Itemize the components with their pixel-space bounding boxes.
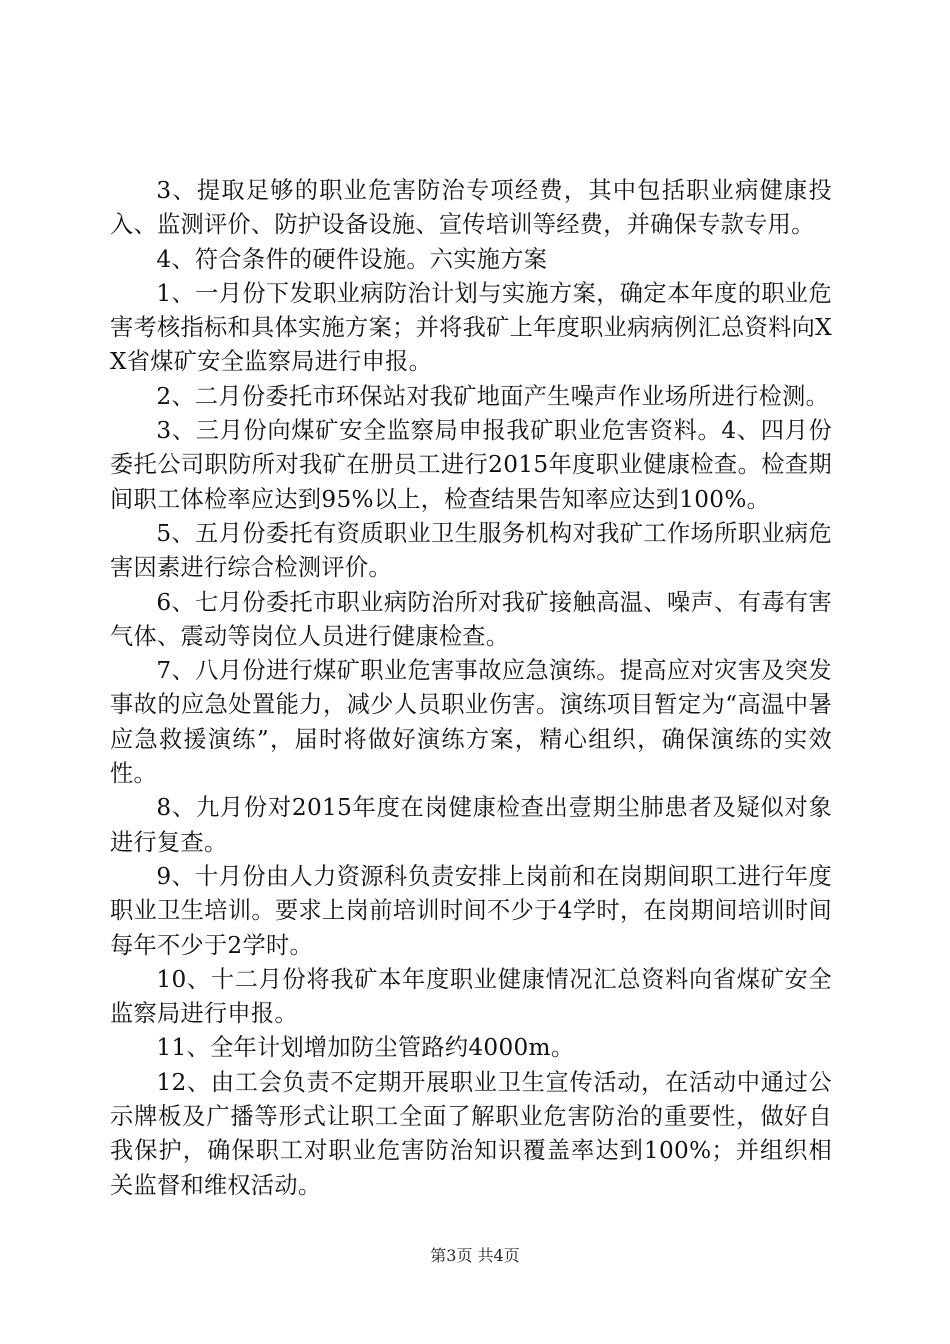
paragraph-plan-february: 2、二月份委托市环保站对我矿地面产生噪声作业场所进行检测。 [156, 382, 830, 410]
paragraph-plan-union-publicity: 12、由工会负责不定期开展职业卫生宣传活动，在活动中通过公示牌板及广播等形式让职工全面了解职业危害防治的重要性，做好自我保护，确保职工对职业危害防治知识覆盖率达到100%；并组织相关监督和维权活动。 [110, 1068, 832, 1199]
document-body [110, 174, 832, 1203]
paragraph-item-4-facilities: 4、符合条件的硬件设施。六实施方案 [156, 245, 548, 273]
paragraph-plan-july: 6、七月份委托市职业病防治所对我矿接触高温、噪声、有毒有害气体、震动等岗位人员进行健康检查。 [110, 588, 832, 650]
paragraph-plan-september: 8、九月份对2015年度在岗健康检查出壹期尘肺患者及疑似对象进行复查。 [110, 794, 832, 856]
paragraph-plan-may: 5、五月份委托有资质职业卫生服务机构对我矿工作场所职业病危害因素进行综合检测评价。 [110, 519, 832, 582]
paragraph-plan-january: 1、一月份下发职业病防治计划与实施方案，确定本年度的职业危害考核指标和具体实施方案；并将我矿上年度职业病病例汇总资料向XX省煤矿安全监察局进行申报。 [110, 279, 832, 376]
paragraph-plan-october: 9、十月份由人力资源科负责安排上岗前和在岗期间职工进行年度职业卫生培训。要求上岗前培训时间不少于4学时，在岗期间培训时间每年不少于2学时。 [110, 862, 832, 959]
paragraph-plan-annual-pipeline: 11、全年计划增加防尘管路约4000m。 [156, 1034, 575, 1062]
paragraph-plan-december: 10、十二月份将我矿本年度职业健康情况汇总资料向省煤矿安全监察局进行申报。 [110, 965, 832, 1028]
paragraph-plan-march-april: 3、三月份向煤矿安全监察局申报我矿职业危害资料。4、四月份委托公司职防所对我矿在册员工进行2015年度职业健康检查。检查期间职工体检率应达到95%以上，检查结果告知率应达到100%。 [110, 417, 832, 513]
paragraph-plan-august: 7、八月份进行煤矿职业危害事故应急演练。提高应对灾害及突发事故的应急处置能力，减少人员职业伤害。演练项目暂定为“高温中暑应急救援演练”，届时将做好演练方案，精心组织，确保演练的实效性。 [110, 657, 832, 788]
paragraph-item-3-funding: 3、提取足够的职业危害防治专项经费，其中包括职业病健康投入、监测评价、防护设备设施、宣传培训等经费，并确保专款专用。 [110, 177, 832, 239]
page-number-footer: 第3页 共4页 [430, 1246, 520, 1265]
